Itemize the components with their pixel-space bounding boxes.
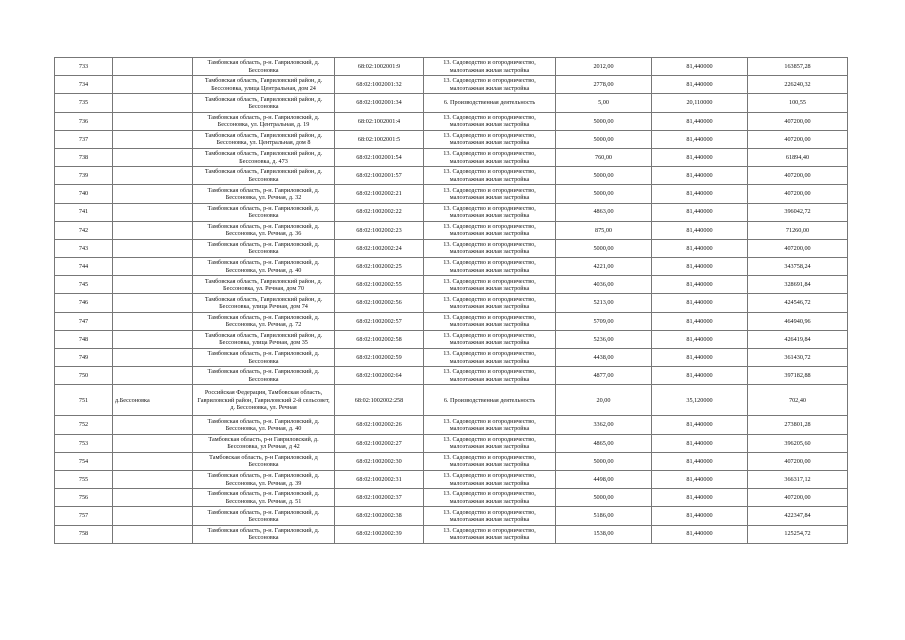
cadastral-number-cell: 68:02:1002001:5 xyxy=(335,130,424,148)
table-row xyxy=(55,330,848,348)
cadastral-number-cell: 68:02:1002001:32 xyxy=(335,76,424,94)
address-cell: Тамбовская область, р-н. Гавриловский, д. Бессоновка, ул. Речная, д. 36 xyxy=(193,221,335,239)
cadastral-number-cell: 68:02:1002002:38 xyxy=(335,507,424,525)
cadastral-value-cell: 163857,28 xyxy=(748,58,848,76)
location-cell xyxy=(113,221,193,239)
specific-value-cell: 20,110000 xyxy=(652,94,748,112)
table-row xyxy=(55,276,848,294)
cadastral-value-cell: 226240,32 xyxy=(748,76,848,94)
area-cell: 4498,00 xyxy=(556,470,652,488)
specific-value-cell: 81,440000 xyxy=(652,276,748,294)
table-row xyxy=(55,221,848,239)
land-use-cell: 13. Садоводство и огородничество, малоэтажная жилая застройка xyxy=(424,167,556,185)
cadastral-number-cell: 68:02:1002001:9 xyxy=(335,58,424,76)
cadastral-value-cell: 71260,00 xyxy=(748,221,848,239)
specific-value-cell: 81,440000 xyxy=(652,239,748,257)
specific-value-cell: 81,440000 xyxy=(652,434,748,452)
location-cell xyxy=(113,470,193,488)
table-row xyxy=(55,94,848,112)
cadastral-number-cell: 68:02:1002002:22 xyxy=(335,203,424,221)
specific-value-cell: 81,440000 xyxy=(652,185,748,203)
cadastral-value-cell: 343758,24 xyxy=(748,258,848,276)
address-cell: Тамбовская область, р-н. Гавриловский, д. Бессоновка, ул. Речная, д. 51 xyxy=(193,489,335,507)
address-cell: Тамбовская область, Гавриловский район, д. Бессоновка xyxy=(193,94,335,112)
cadastral-value-cell: 396205,60 xyxy=(748,434,848,452)
area-cell: 4438,00 xyxy=(556,349,652,367)
address-cell: Тамбовская область, Гавриловский район, д. Бессоновка, улица Речная, дом 35 xyxy=(193,330,335,348)
location-cell xyxy=(113,203,193,221)
specific-value-cell: 81,440000 xyxy=(652,58,748,76)
land-use-cell: 13. Садоводство и огородничество, малоэтажная жилая застройка xyxy=(424,58,556,76)
row-number: 740 xyxy=(55,185,113,203)
location-cell xyxy=(113,312,193,330)
location-cell xyxy=(113,167,193,185)
address-cell: Тамбовская область, Гавриловский район, д. Бессоновка, улица Центральная, дом 24 xyxy=(193,76,335,94)
specific-value-cell: 81,440000 xyxy=(652,330,748,348)
table-row xyxy=(55,58,848,76)
specific-value-cell: 81,440000 xyxy=(652,203,748,221)
location-cell xyxy=(113,489,193,507)
location-cell xyxy=(113,525,193,543)
row-number: 751 xyxy=(55,385,113,416)
land-use-cell: 13. Садоводство и огородничество, малоэтажная жилая застройка xyxy=(424,507,556,525)
table-row xyxy=(55,385,848,416)
specific-value-cell: 81,440000 xyxy=(652,416,748,434)
specific-value-cell: 81,440000 xyxy=(652,130,748,148)
address-cell: Тамбовская область, Гавриловский район, д. Бессоновка, д. 473 xyxy=(193,148,335,166)
table-row xyxy=(55,507,848,525)
table-row xyxy=(55,203,848,221)
land-use-cell: 13. Садоводство и огородничество, малоэтажная жилая застройка xyxy=(424,203,556,221)
land-use-cell: 6. Производственная деятельность xyxy=(424,385,556,416)
address-cell: Тамбовская область, р-н. Гавриловский, д. Бессоновка xyxy=(193,367,335,385)
cadastral-value-cell: 125254,72 xyxy=(748,525,848,543)
land-use-cell: 13. Садоводство и огородничество, малоэтажная жилая застройка xyxy=(424,294,556,312)
land-use-cell: 13. Садоводство и огородничество, малоэтажная жилая застройка xyxy=(424,312,556,330)
cadastral-number-cell: 68:02:1002002:25 xyxy=(335,258,424,276)
land-use-cell: 13. Садоводство и огородничество, малоэтажная жилая застройка xyxy=(424,525,556,543)
cadastral-number-cell: 68:02:1002002:64 xyxy=(335,367,424,385)
area-cell: 1538,00 xyxy=(556,525,652,543)
area-cell: 875,00 xyxy=(556,221,652,239)
table-row xyxy=(55,525,848,543)
cadastral-number-cell: 68:02:1002002:37 xyxy=(335,489,424,507)
table-row xyxy=(55,130,848,148)
location-cell xyxy=(113,112,193,130)
area-cell: 5000,00 xyxy=(556,167,652,185)
specific-value-cell: 81,440000 xyxy=(652,507,748,525)
cadastral-number-cell: 68:02:1002001:57 xyxy=(335,167,424,185)
cadastral-value-cell: 100,55 xyxy=(748,94,848,112)
location-cell xyxy=(113,349,193,367)
cadastral-number-cell: 68:02:1002002:27 xyxy=(335,434,424,452)
location-cell xyxy=(113,294,193,312)
row-number: 734 xyxy=(55,76,113,94)
row-number: 738 xyxy=(55,148,113,166)
row-number: 755 xyxy=(55,470,113,488)
cadastral-number-cell: 68:02:1002002:59 xyxy=(335,349,424,367)
address-cell: Тамбовская область, р-н. Гавриловский, д. Бессоновка xyxy=(193,239,335,257)
row-number: 758 xyxy=(55,525,113,543)
table-row xyxy=(55,185,848,203)
land-use-cell: 13. Садоводство и огородничество, малоэтажная жилая застройка xyxy=(424,221,556,239)
land-use-cell: 13. Садоводство и огородничество, малоэтажная жилая застройка xyxy=(424,112,556,130)
cadastral-value-cell: 407200,00 xyxy=(748,185,848,203)
table-row xyxy=(55,258,848,276)
land-use-cell: 13. Садоводство и огородничество, малоэтажная жилая застройка xyxy=(424,470,556,488)
row-number: 746 xyxy=(55,294,113,312)
location-cell xyxy=(113,94,193,112)
cadastral-value-table xyxy=(54,57,848,544)
address-cell: Тамбовская область, р-н. Гавриловский, д. Бессоновка, ул. Речная, д. 72 xyxy=(193,312,335,330)
cadastral-number-cell: 68:02:1002002:58 xyxy=(335,330,424,348)
address-cell: Российская Федерация, Тамбовская область, Гавриловский район, Гавриловский 2-й сельсовет, д. Бессоновка, ул. Речная xyxy=(193,385,335,416)
cadastral-number-cell: 68:02:1002001:34 xyxy=(335,94,424,112)
cadastral-number-cell: 68:02:1002002:57 xyxy=(335,312,424,330)
specific-value-cell: 81,440000 xyxy=(652,489,748,507)
table-row xyxy=(55,112,848,130)
area-cell: 5709,00 xyxy=(556,312,652,330)
land-use-cell: 13. Садоводство и огородничество, малоэтажная жилая застройка xyxy=(424,276,556,294)
cadastral-value-cell: 426419,84 xyxy=(748,330,848,348)
address-cell: Тамбовская область, р-н. Гавриловский, д. Бессоновка, ул. Центральная, д. 19 xyxy=(193,112,335,130)
area-cell: 4036,00 xyxy=(556,276,652,294)
specific-value-cell: 81,440000 xyxy=(652,312,748,330)
row-number: 735 xyxy=(55,94,113,112)
row-number: 733 xyxy=(55,58,113,76)
location-cell xyxy=(113,507,193,525)
area-cell: 5000,00 xyxy=(556,489,652,507)
table-row xyxy=(55,148,848,166)
land-use-cell: 13. Садоводство и огородничество, малоэтажная жилая застройка xyxy=(424,416,556,434)
cadastral-number-cell: 68:02:1002002:31 xyxy=(335,470,424,488)
land-use-cell: 13. Садоводство и огородничество, малоэтажная жилая застройка xyxy=(424,130,556,148)
land-use-cell: 13. Садоводство и огородничество, малоэтажная жилая застройка xyxy=(424,367,556,385)
area-cell: 5236,00 xyxy=(556,330,652,348)
address-cell: Тамбовская область, Гавриловский район, д. Бессоновка, улица Речная, дом 74 xyxy=(193,294,335,312)
row-number: 757 xyxy=(55,507,113,525)
row-number: 756 xyxy=(55,489,113,507)
cadastral-value-cell: 273801,28 xyxy=(748,416,848,434)
cadastral-value-cell: 424546,72 xyxy=(748,294,848,312)
cadastral-value-cell: 407200,00 xyxy=(748,167,848,185)
area-cell: 5000,00 xyxy=(556,112,652,130)
land-use-cell: 13. Садоводство и огородничество, малоэтажная жилая застройка xyxy=(424,76,556,94)
cadastral-number-cell: 68:02:1002002:39 xyxy=(335,525,424,543)
cadastral-value-cell: 397182,88 xyxy=(748,367,848,385)
area-cell: 4863,00 xyxy=(556,203,652,221)
cadastral-value-cell: 407200,00 xyxy=(748,239,848,257)
cadastral-number-cell: 68:02:1002001:4 xyxy=(335,112,424,130)
row-number: 736 xyxy=(55,112,113,130)
table-row xyxy=(55,489,848,507)
table-row xyxy=(55,434,848,452)
cadastral-number-cell: 68:02:1002002:56 xyxy=(335,294,424,312)
area-cell: 5213,00 xyxy=(556,294,652,312)
cadastral-number-cell: 68:02:1002002:55 xyxy=(335,276,424,294)
table-row xyxy=(55,312,848,330)
area-cell: 2012,00 xyxy=(556,58,652,76)
location-cell xyxy=(113,76,193,94)
location-cell: д.Бессоновка xyxy=(113,385,193,416)
specific-value-cell: 81,440000 xyxy=(652,167,748,185)
table-row xyxy=(55,294,848,312)
address-cell: Тамбовская область, р-н Гавриловский, д Бессоновка xyxy=(193,452,335,470)
row-number: 744 xyxy=(55,258,113,276)
cadastral-value-cell: 464940,96 xyxy=(748,312,848,330)
row-number: 748 xyxy=(55,330,113,348)
cadastral-number-cell: 68:02:1002001:54 xyxy=(335,148,424,166)
area-cell: 4877,00 xyxy=(556,367,652,385)
location-cell xyxy=(113,185,193,203)
table-row xyxy=(55,76,848,94)
cadastral-value-cell: 61894,40 xyxy=(748,148,848,166)
address-cell: Тамбовская область, Гавриловский район, д. Бессоновка xyxy=(193,167,335,185)
specific-value-cell: 81,440000 xyxy=(652,525,748,543)
cadastral-value-cell: 407200,00 xyxy=(748,452,848,470)
address-cell: Тамбовская область, р-н Гавриловский, д. Бессоновка, ул Речная, д 42 xyxy=(193,434,335,452)
area-cell: 5000,00 xyxy=(556,130,652,148)
land-use-cell: 13. Садоводство и огородничество, малоэтажная жилая застройка xyxy=(424,185,556,203)
cadastral-number-cell: 68:02:1002002:258 xyxy=(335,385,424,416)
specific-value-cell: 81,440000 xyxy=(652,349,748,367)
row-number: 747 xyxy=(55,312,113,330)
specific-value-cell: 81,440000 xyxy=(652,470,748,488)
address-cell: Тамбовская область, р-н. Гавриловский, д. Бессоновка, ул. Речная, д. 39 xyxy=(193,470,335,488)
table-row xyxy=(55,452,848,470)
area-cell: 3362,00 xyxy=(556,416,652,434)
address-cell: Тамбовская область, р-н. Гавриловский, д. Бессоновка xyxy=(193,525,335,543)
area-cell: 5000,00 xyxy=(556,185,652,203)
address-cell: Тамбовская область, р-н. Гавриловский, д. Бессоновка, ул. Речная, д. 40 xyxy=(193,258,335,276)
address-cell: Тамбовская область, Гавриловский район, д. Бессоновка, ул. Центральная, дом 8 xyxy=(193,130,335,148)
table-row xyxy=(55,167,848,185)
address-cell: Тамбовская область, р-н. Гавриловский, д. Бессоновка xyxy=(193,507,335,525)
location-cell xyxy=(113,452,193,470)
location-cell xyxy=(113,130,193,148)
row-number: 753 xyxy=(55,434,113,452)
row-number: 750 xyxy=(55,367,113,385)
cadastral-value-cell: 702,40 xyxy=(748,385,848,416)
land-use-cell: 13. Садоводство и огородничество, малоэтажная жилая застройка xyxy=(424,434,556,452)
location-cell xyxy=(113,258,193,276)
area-cell: 5000,00 xyxy=(556,239,652,257)
location-cell xyxy=(113,276,193,294)
table-row xyxy=(55,349,848,367)
row-number: 749 xyxy=(55,349,113,367)
address-cell: Тамбовская область, р-н. Гавриловский, д. Бессоновка xyxy=(193,58,335,76)
row-number: 743 xyxy=(55,239,113,257)
land-use-cell: 6. Производственная деятельность xyxy=(424,94,556,112)
specific-value-cell: 81,440000 xyxy=(652,452,748,470)
cadastral-number-cell: 68:02:1002002:30 xyxy=(335,452,424,470)
location-cell xyxy=(113,416,193,434)
table-row xyxy=(55,239,848,257)
cadastral-number-cell: 68:02:1002002:21 xyxy=(335,185,424,203)
area-cell: 20,00 xyxy=(556,385,652,416)
area-cell: 4865,00 xyxy=(556,434,652,452)
location-cell xyxy=(113,239,193,257)
specific-value-cell: 81,440000 xyxy=(652,148,748,166)
address-cell: Тамбовская область, р-н. Гавриловский, д. Бессоновка xyxy=(193,203,335,221)
cadastral-value-cell: 422347,84 xyxy=(748,507,848,525)
specific-value-cell: 81,440000 xyxy=(652,258,748,276)
location-cell xyxy=(113,330,193,348)
area-cell: 5000,00 xyxy=(556,452,652,470)
row-number: 752 xyxy=(55,416,113,434)
area-cell: 2778,00 xyxy=(556,76,652,94)
address-cell: Тамбовская область, Гавриловский район, д. Бессоновка, ул. Речная, дом 70 xyxy=(193,276,335,294)
location-cell xyxy=(113,434,193,452)
address-cell: Тамбовская область, р-н. Гавриловский, д. Бессоновка xyxy=(193,349,335,367)
location-cell xyxy=(113,58,193,76)
specific-value-cell: 81,440000 xyxy=(652,221,748,239)
cadastral-value-cell: 407200,00 xyxy=(748,130,848,148)
specific-value-cell: 35,120000 xyxy=(652,385,748,416)
row-number: 741 xyxy=(55,203,113,221)
specific-value-cell: 81,440000 xyxy=(652,112,748,130)
cadastral-value-cell: 407200,00 xyxy=(748,489,848,507)
land-use-cell: 13. Садоводство и огородничество, малоэтажная жилая застройка xyxy=(424,452,556,470)
location-cell xyxy=(113,367,193,385)
cadastral-number-cell: 68:02:1002002:26 xyxy=(335,416,424,434)
specific-value-cell: 81,440000 xyxy=(652,367,748,385)
row-number: 742 xyxy=(55,221,113,239)
cadastral-value-cell: 407200,00 xyxy=(748,112,848,130)
row-number: 737 xyxy=(55,130,113,148)
cadastral-value-cell: 366317,12 xyxy=(748,470,848,488)
table-row xyxy=(55,470,848,488)
land-use-cell: 13. Садоводство и огородничество, малоэтажная жилая застройка xyxy=(424,239,556,257)
table-body xyxy=(55,58,848,544)
specific-value-cell: 81,440000 xyxy=(652,294,748,312)
area-cell: 5,00 xyxy=(556,94,652,112)
row-number: 739 xyxy=(55,167,113,185)
land-use-cell: 13. Садоводство и огородничество, малоэтажная жилая застройка xyxy=(424,148,556,166)
location-cell xyxy=(113,148,193,166)
row-number: 745 xyxy=(55,276,113,294)
cadastral-value-cell: 328691,84 xyxy=(748,276,848,294)
area-cell: 5186,00 xyxy=(556,507,652,525)
cadastral-number-cell: 68:02:1002002:24 xyxy=(335,239,424,257)
cadastral-value-cell: 396042,72 xyxy=(748,203,848,221)
cadastral-value-cell: 361430,72 xyxy=(748,349,848,367)
address-cell: Тамбовская область, р-н. Гавриловский, д. Бессоновка, ул. Речная, д. 32 xyxy=(193,185,335,203)
address-cell: Тамбовская область, р-н. Гавриловский, д. Бессоновка, ул. Речная, д. 40 xyxy=(193,416,335,434)
area-cell: 4221,00 xyxy=(556,258,652,276)
land-use-cell: 13. Садоводство и огородничество, малоэтажная жилая застройка xyxy=(424,258,556,276)
table-row xyxy=(55,367,848,385)
specific-value-cell: 81,440000 xyxy=(652,76,748,94)
land-use-cell: 13. Садоводство и огородничество, малоэтажная жилая застройка xyxy=(424,349,556,367)
land-use-cell: 13. Садоводство и огородничество, малоэтажная жилая застройка xyxy=(424,330,556,348)
cadastral-number-cell: 68:02:1002002:23 xyxy=(335,221,424,239)
land-use-cell: 13. Садоводство и огородничество, малоэтажная жилая застройка xyxy=(424,489,556,507)
row-number: 754 xyxy=(55,452,113,470)
area-cell: 760,00 xyxy=(556,148,652,166)
table-row xyxy=(55,416,848,434)
